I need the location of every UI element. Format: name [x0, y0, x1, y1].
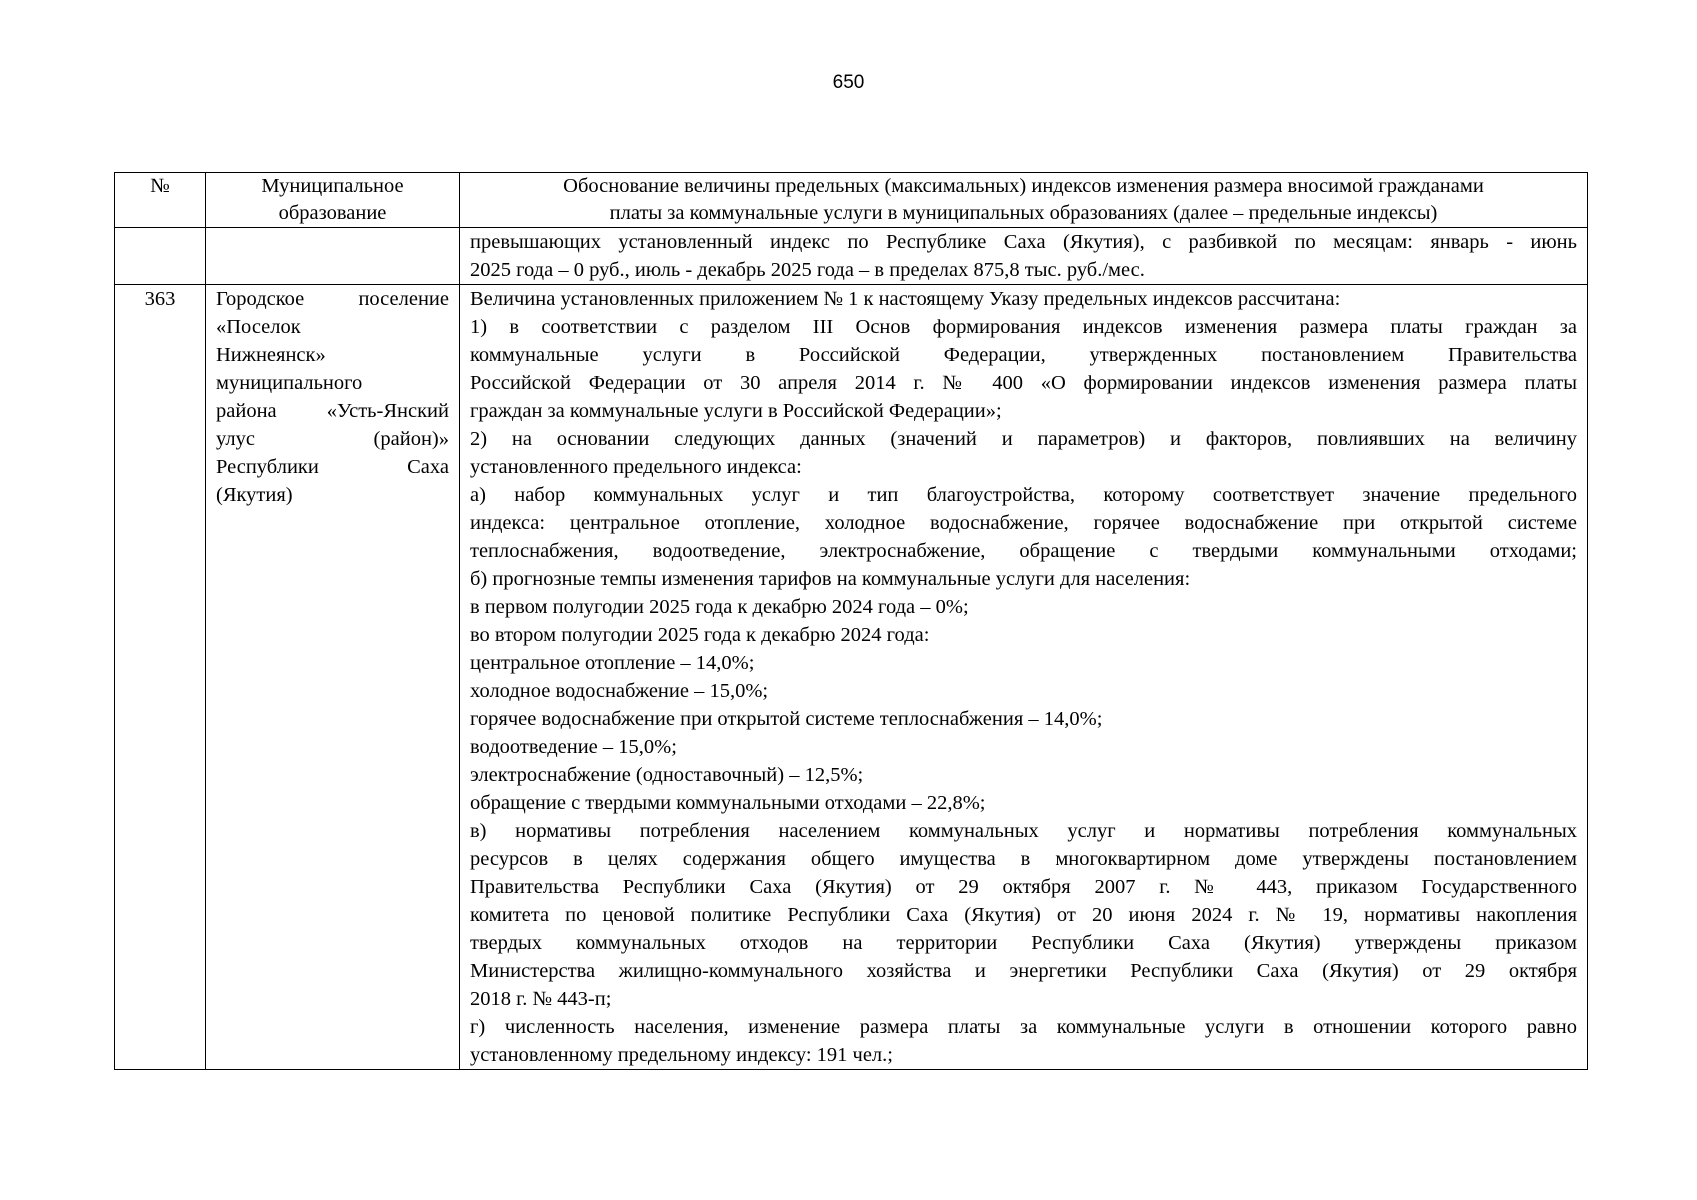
municipality-line: «Поселок	[216, 316, 301, 338]
header-municipality-line: образование	[278, 202, 387, 224]
text-line: превышающих установленный индекс по Республике Саха (Якутия), с разбивкой по месяцам: январь - июнь	[470, 231, 1577, 253]
municipality-line: Городское поселение	[216, 288, 449, 310]
municipality-line: Республики Саха	[216, 456, 449, 478]
text-line: установленному предельному индексу: 191 чел.;	[470, 1044, 893, 1066]
text-line: Величина установленных приложением № 1 к настоящему Указу предельных индексов рассчитана:	[470, 288, 1341, 310]
text-line: граждан за коммунальные услуги в Российской Федерации»;	[470, 400, 1002, 422]
header-municipality-line: Муниципальное	[261, 175, 404, 197]
justification-cell	[460, 285, 1588, 1070]
header-number	[115, 173, 206, 228]
text-line: теплоснабжения, водоотведение, электроснабжение, обращение с твердыми коммунальными отходами;	[470, 540, 1577, 562]
tariff-index-table	[114, 172, 1588, 1070]
text-line: твердых коммунальных отходов на территории Республики Саха (Якутия) утверждены приказом	[470, 932, 1577, 954]
table-row	[115, 285, 1588, 1070]
municipality-line: муниципального	[216, 372, 363, 394]
header-justification	[460, 173, 1588, 228]
municipality-cell	[206, 228, 460, 285]
municipality-cell	[206, 285, 460, 1070]
text-line: Правительства Республики Саха (Якутия) от 29 октября 2007 г. № 443, приказом Государственного	[470, 876, 1577, 898]
text-line: обращение с твердыми коммунальными отходами – 22,8%;	[470, 792, 986, 814]
text-line: комитета по ценовой политике Республики Саха (Якутия) от 20 июня 2024 г. № 19, нормативы накопления	[470, 904, 1577, 926]
text-line: водоотведение – 15,0%;	[470, 736, 677, 758]
text-line: 1) в соответствии с разделом III Основ формирования индексов изменения размера платы граждан за	[470, 316, 1577, 338]
text-line: 2018 г. № 443-п;	[470, 988, 612, 1010]
table-header-row	[115, 173, 1588, 228]
text-line: в первом полугодии 2025 года к декабрю 2024 года – 0%;	[470, 596, 969, 618]
header-justification-line: платы за коммунальные услуги в муниципальных образованиях (далее – предельные индексы)	[609, 202, 1438, 224]
text-line: а) набор коммунальных услуг и тип благоустройства, которому соответствует значение предельного	[470, 484, 1577, 506]
text-line: б) прогнозные темпы изменения тарифов на коммунальные услуги для населения:	[470, 568, 1191, 590]
text-line: г) численность населения, изменение размера платы за коммунальные услуги в отношении которого равно	[470, 1016, 1577, 1038]
header-justification-line: Обоснование величины предельных (максимальных) индексов изменения размера вносимой гражданами	[563, 175, 1484, 197]
row-number-cell: 363	[115, 285, 206, 1070]
text-line: 2) на основании следующих данных (значений и параметров) и факторов, повлиявших на величину	[470, 428, 1577, 450]
row-number-cell	[115, 228, 206, 285]
text-line: индекса: центральное отопление, холодное водоснабжение, горячее водоснабжение при открытой системе	[470, 512, 1577, 534]
justification-cell	[460, 228, 1588, 285]
table-row	[115, 228, 1588, 285]
text-line: во втором полугодии 2025 года к декабрю 2024 года:	[470, 624, 930, 646]
text-line: центральное отопление – 14,0%;	[470, 652, 755, 674]
municipality-line: улус (район)»	[216, 428, 449, 450]
text-line: Министерства жилищно-коммунального хозяйства и энергетики Республики Саха (Якутия) от 29 октября	[470, 960, 1577, 982]
municipality-line: района «Усть-Янский	[216, 400, 449, 422]
municipality-line: (Якутия)	[216, 484, 293, 506]
text-line: горячее водоснабжение при открытой системе теплоснабжения – 14,0%;	[470, 708, 1103, 730]
text-line: установленного предельного индекса:	[470, 456, 802, 478]
text-line: Российской Федерации от 30 апреля 2014 г. № 400 «О формировании индексов изменения размера платы	[470, 372, 1577, 394]
page-number: 650	[832, 72, 865, 93]
text-line: в) нормативы потребления населением коммунальных услуг и нормативы потребления коммунальных	[470, 820, 1577, 842]
text-line: электроснабжение (одноставочный) – 12,5%;	[470, 764, 864, 786]
text-line: коммунальные услуги в Российской Федерации, утвержденных постановлением Правительства	[470, 344, 1577, 366]
municipality-line: Нижнеянск»	[216, 344, 326, 366]
header-number-label: №	[150, 175, 170, 197]
header-municipality	[206, 173, 460, 228]
text-line: холодное водоснабжение – 15,0%;	[470, 680, 769, 702]
text-line: ресурсов в целях содержания общего имущества в многоквартирном доме утверждены постановлением	[470, 848, 1577, 870]
text-line: 2025 года – 0 руб., июль - декабрь 2025 года – в пределах 875,8 тыс. руб./мес.	[470, 259, 1145, 281]
